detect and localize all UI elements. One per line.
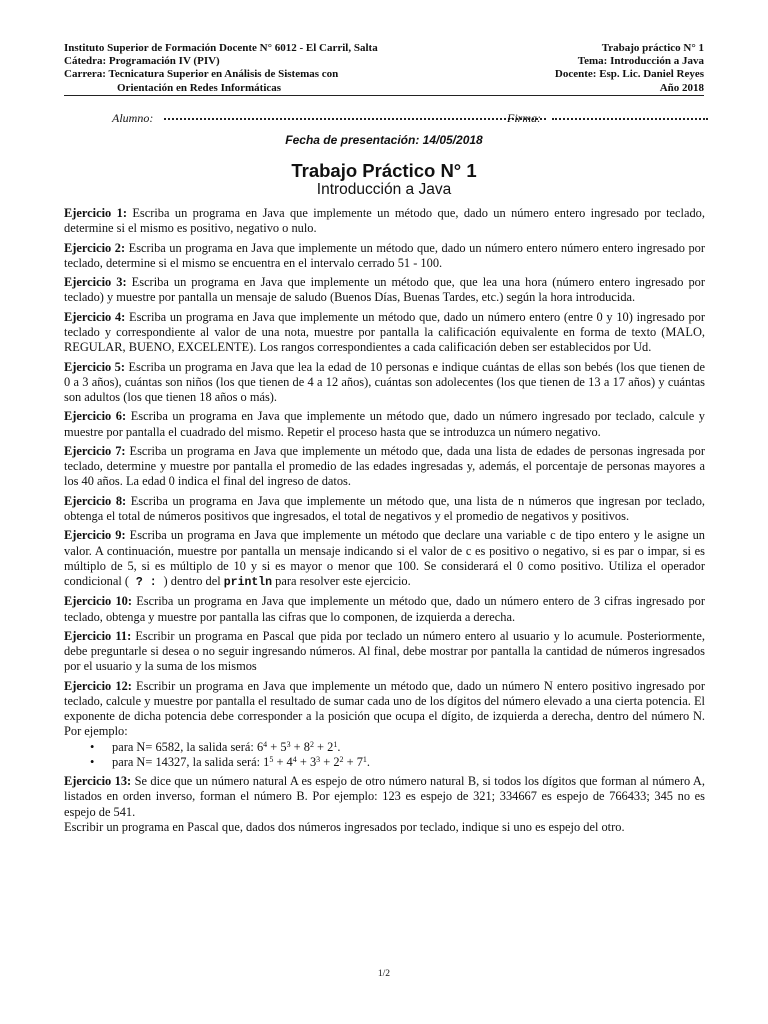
page-number: 1/2	[377, 969, 391, 979]
exercise-13	[64, 774, 705, 835]
exercise-paragraph: Escribir un programa en Pascal que, dados dos números ingresados por teclado, indique si uno es espejo del otro.	[64, 819, 625, 834]
digit-exponent: 2	[309, 739, 314, 749]
code-ternary-operator: ? :	[129, 575, 164, 589]
digit-exponent: 2	[339, 754, 344, 764]
digit-base: 5	[280, 739, 287, 754]
page-subtitle: Introducción a Java	[316, 181, 452, 198]
code-println: println	[223, 575, 273, 589]
exercise-text: Escriba un programa en Java que implemente un método que, una lista de n números que ingresan por teclado, obtenga el total de números positivos que ingresados, el total de negativos y el promedio de negativos y positivos.	[64, 493, 705, 523]
exercise-11	[64, 629, 705, 675]
header-tema: Tema: Introducción a Java	[577, 55, 704, 68]
exercise-text: Escriba un programa en Java que implemente un método que, dado un número entero número entero ingresado por teclado, determine si el mismo se encuentra en el intervalo cerrado 51 - 100.	[64, 240, 705, 270]
exercise-text: Se dice que un número natural A es espejo de otro número natural B, si todos los dígitos que forman al número A, listados en orden inverso, forman el número B. Por ejemplo: 123 es espejo de 321; 334667 es espejo de 766433; 345 no es espejo de 541.	[64, 774, 705, 819]
example-list	[64, 740, 705, 770]
alumno-field	[164, 118, 546, 120]
plus-sign: +	[290, 739, 304, 754]
exercise-label: Ejercicio 9:	[64, 528, 126, 543]
exercise-label: Ejercicio 2:	[64, 240, 126, 255]
digit-exponent: 3	[286, 739, 291, 749]
digit-exponent: 3	[316, 754, 321, 764]
exercise-text: Escriba un programa en Java que implemente un método que declare una variable c de tipo entero y le asigne un valor. A continuación, muestre por pantalla un mensaje indicando si el valor de c es positivo o negativo, si es par o impar, si es múltiplo de 5, si es múltiplo de 10 y si es mayor o menor que 100. Se considerará el 0 como positivo. Utiliza el operador condicional (	[64, 528, 705, 588]
example-expression	[257, 740, 340, 754]
exercise-4	[64, 310, 705, 356]
exercise-paragraph	[64, 774, 705, 820]
header-tp: Trabajo práctico N° 1	[601, 42, 704, 54]
exercise-label: Ejercicio 8:	[64, 493, 127, 508]
exercise-9	[64, 528, 705, 590]
example-prefix: para N= 6582, la salida será:	[112, 739, 257, 754]
digit-exponent: 5	[269, 754, 274, 764]
exercise-text: ) dentro del	[163, 573, 224, 588]
exercise-label: Ejercicio 3:	[64, 275, 127, 290]
alumno-label: Alumno:	[112, 111, 154, 125]
page-title: Trabajo Práctico N° 1	[291, 160, 477, 181]
exercise-label: Ejercicio 13:	[64, 774, 132, 789]
digit-exponent: 1	[362, 754, 367, 764]
digit-base: 2	[327, 739, 334, 754]
example-item-2	[64, 755, 705, 770]
exercise-1	[64, 206, 705, 236]
header-carrera-cont: Orientación en Redes Informáticas	[117, 81, 282, 94]
plus-sign: +	[320, 754, 334, 769]
plus-sign: +	[313, 739, 328, 754]
digit-base: 7	[356, 754, 363, 769]
exercise-label: Ejercicio 5:	[64, 359, 126, 374]
firma-field	[552, 118, 708, 120]
exercise-6	[64, 409, 705, 439]
exercise-list	[64, 206, 705, 839]
header-year: Año 2018	[659, 81, 704, 94]
exercise-3	[64, 275, 705, 305]
digit-exponent: 1	[333, 739, 338, 749]
plus-sign: +	[296, 754, 310, 769]
digit-base: 3	[309, 754, 317, 769]
exercise-label: Ejercicio 11:	[64, 628, 132, 643]
expression-period: .	[337, 739, 341, 754]
exercise-12	[64, 679, 705, 770]
header-institution: Instituto Superior de Formación Docente N° 6012 - El Carril, Salta	[64, 42, 378, 54]
digit-base: 2	[333, 754, 340, 769]
due-date: Fecha de presentación: 14/05/2018	[285, 133, 483, 147]
exercise-text: Escribir un programa en Pascal que pida por teclado un número entero al usuario y lo acumule. Posteriormente, debe preguntarle si desea o no seguir ingresando números. Al final, debe mostrar por pantalla la cantidad de números ingresados por el usuario y la suma de los mismos	[64, 628, 705, 674]
plus-sign: +	[267, 739, 281, 754]
firma-label: Firma:	[507, 111, 541, 125]
exercise-text: Escribir un programa en Java que implemente un método que, dado un número N entero positivo ingresado por teclado, calcule y muestre por pantalla el resultado de sumar cada uno de los dígitos del número elevado a una cierta potencia. El exponente de dicha potencia debe corresponder a la posición que ocupa el dígito, de izquierda a derecha, dentro del número N. Por ejemplo:	[64, 678, 705, 739]
exercise-text: Escriba un programa en Java que implemente un método que, dado un número entero ingresado por teclado, determine si el mismo es positivo, negativo o nulo.	[64, 206, 705, 236]
digit-exponent: 4	[263, 739, 268, 749]
digit-base: 6	[256, 739, 264, 754]
header-institution-block	[64, 42, 444, 95]
header-catedra: Cátedra: Programación IV (PIV)	[64, 55, 220, 68]
exercise-text: Escriba un programa en Java que implemente un método que, que lea una hora (número entero ingresado por teclado) y muestre por pantalla un mensaje de saludo (Buenos Días, Buenas Tardes, etc.) según la hora introducida.	[64, 275, 705, 305]
exercise-label: Ejercicio 10:	[64, 594, 132, 609]
exercise-label: Ejercicio 7:	[64, 443, 126, 458]
header-course-block	[555, 42, 704, 95]
plus-sign: +	[273, 754, 287, 769]
exercise-text: Escriba un programa en Java que lea la edad de 10 personas e indique cuántas de ellas son bebés (los que tienen de 0 a 3 años), cuántas son niños (los que tienen de 4 a 12 años), cuántas son adolecentes (los que tienen de 13 a 17 años) y cuántas son adultos (los que tienen 18 años o más).	[64, 359, 705, 404]
exercise-7	[64, 444, 705, 490]
header-carrera: Carrera: Tecnicatura Superior en Análisis de Sistemas con	[64, 68, 339, 81]
exercise-text: Escriba un programa en Java que implemente un método que, dado un número ingresado por teclado, calcule y muestre por pantalla el cuadrado del mismo. Repetir el proceso hasta que se introduzca un número negativo.	[64, 409, 705, 439]
exercise-label: Ejercicio 12:	[64, 678, 132, 693]
exercise-10	[64, 594, 705, 624]
exercise-label: Ejercicio 6:	[64, 409, 127, 424]
example-item-1	[64, 740, 705, 755]
exercise-text: Escriba un programa en Java que implemente un método que, dado un número entero (entre 0 y 10) ingresado por teclado y correspondiente al valor de una nota, muestre por pantalla la calificación equivalente en forma de texto (MALO, REGULAR, BUENO, EXCELENTE). Los rangos correspondientes a cada calificación deben ser establecidos por Ud.	[64, 309, 705, 355]
digit-base: 1	[263, 754, 270, 769]
bullet-icon: •	[90, 754, 95, 769]
header-docente: Docente: Esp. Lic. Daniel Reyes	[554, 68, 704, 81]
exercise-8	[64, 494, 705, 524]
expression-period: .	[366, 754, 371, 769]
digit-base: 8	[303, 739, 310, 754]
example-prefix: para N= 14327, la salida será:	[112, 754, 264, 769]
student-fields	[64, 111, 712, 129]
exercise-text: para resolver este ejercicio.	[272, 573, 411, 588]
exercise-label: Ejercicio 1:	[64, 206, 127, 220]
exercise-2	[64, 241, 705, 271]
digit-exponent: 4	[292, 754, 297, 764]
example-expression	[263, 755, 370, 769]
bullet-icon: •	[90, 739, 95, 754]
exercise-label: Ejercicio 4:	[64, 309, 126, 324]
exercise-text: Escriba un programa en Java que implemente un método que, dado un número entero de 3 cifras ingresado por teclado, obtenga y muestre por pantalla las cifras que lo componen, de izquierda a derecha.	[64, 594, 705, 624]
digit-base: 4	[286, 754, 293, 769]
header-divider	[64, 95, 704, 96]
exercise-5	[64, 360, 705, 406]
exercise-text: Escriba un programa en Java que implemente un método que, dada una lista de edades de personas ingresada por teclado, determine y muestre por pantalla el promedio de las edades ingresadas y, además, el porcentaje de personas mayores a los 40 años. La edad 0 indica el final del ingreso de datos.	[64, 443, 705, 489]
plus-sign: +	[343, 754, 357, 769]
